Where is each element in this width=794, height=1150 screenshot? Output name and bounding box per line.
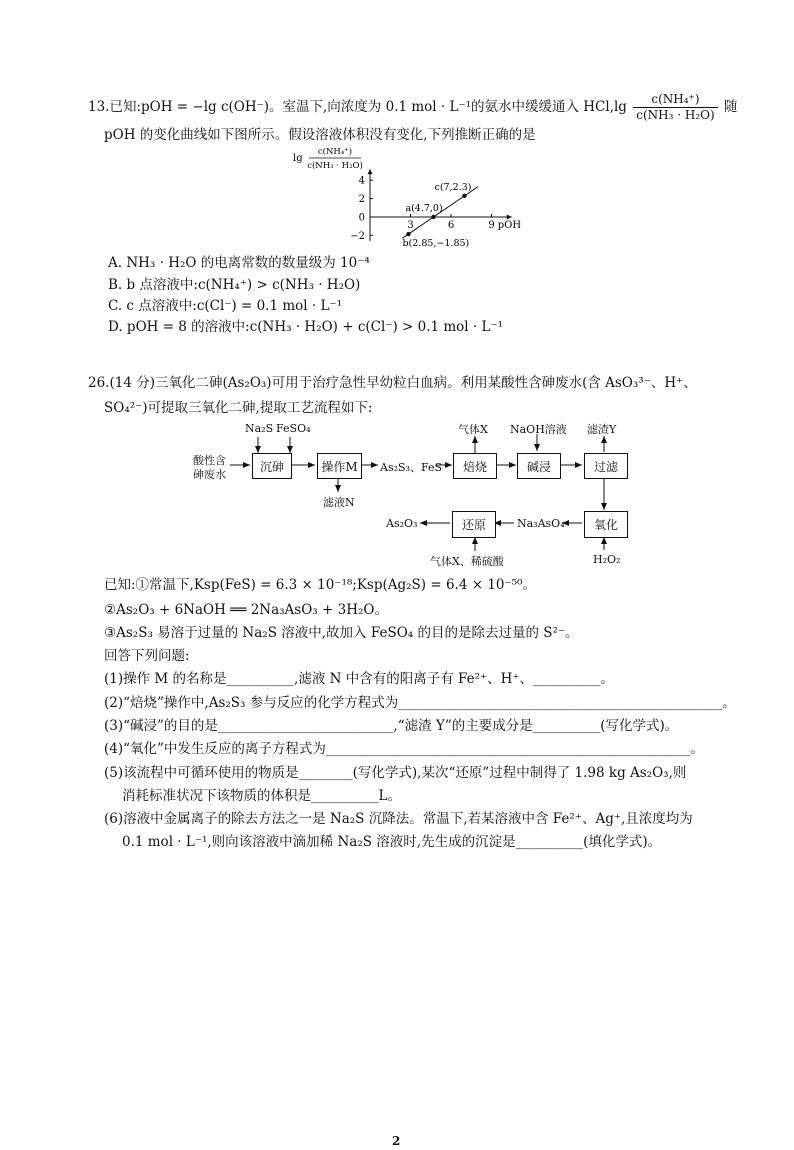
flow-gas-acid: 气体X、稀硫酸	[430, 555, 504, 568]
flow-h2o2: H₂O₂	[593, 553, 621, 566]
flow-product: As₂O₃	[386, 517, 418, 530]
y-tick-label: 2	[358, 194, 365, 206]
flow-box-guolv: 过滤	[584, 453, 628, 479]
flow-lvye-n: 滤液N	[323, 496, 355, 509]
q13-stem-part1: 13.已知:pOH = −lg c(OH⁻)。室温下,向浓度为 0.1 mol · L⁻¹的氨水中缓缓通入 HCl,lg	[88, 99, 627, 115]
flow-reagent-feso4: FeSO₄	[276, 422, 311, 435]
x-tick-label: 9	[488, 220, 495, 231]
y-axis-label-numerator: c(NH₄⁺)	[317, 147, 353, 157]
y-axis-label-prefix: lg	[293, 153, 303, 164]
q26-answer-prompt: 回答下列问题:	[104, 648, 190, 664]
q26-known-2: ②As₂O₃ + 6NaOH ══ 2Na₃AsO₃ + 3H₂O。	[104, 602, 388, 618]
flow-reagent-na2s: Na₂S	[245, 422, 274, 435]
point-label-b: b(2.85,−1.85)	[402, 238, 470, 250]
x-axis-label: pOH	[497, 220, 522, 231]
y-tick-label: −2	[350, 230, 365, 242]
point-label-a: a(4.7,0)	[405, 203, 443, 214]
q13-option-b: B. b 点溶液中:c(NH₄⁺) > c(NH₃ · H₂O)	[108, 277, 361, 293]
flow-input-label-2: 砷废水	[193, 468, 226, 481]
q26-sub-3: (3)“碱浸”的目的是__________________________,“滤渣 Y”的主要成分是__________(写化学式)。	[104, 718, 679, 734]
flow-naoh: NaOH溶液	[510, 423, 567, 436]
q26-sub-5-line1: (5)该流程中可循环使用的物质是________(写化学式),某次“还原”过程中制得了 1.98 kg As₂O₃,则	[104, 765, 687, 781]
q26-stem-line1: 26.(14 分)三氧化二砷(As₂O₃)可用于治疗急性早幼粒白血病。利用某酸性含砷废水(含 AsO₃³⁻、H⁺、	[88, 375, 697, 391]
flow-gas-x: 气体X	[458, 423, 488, 436]
y-tick-label: 0	[358, 212, 365, 224]
flow-input-label-1: 酸性含	[193, 454, 226, 467]
flow-na3aso4: Na₃AsO₄	[517, 517, 565, 530]
q13-fraction-numerator: c(NH₄⁺)	[633, 92, 717, 108]
flow-box-yanghua: 氧化	[584, 511, 628, 538]
flow-box-beishao: 焙烧	[453, 453, 497, 479]
flow-box-huanyuan: 还原	[452, 511, 496, 538]
y-axis-label-denominator: c(NH₃ · H₂O)	[307, 161, 363, 171]
q26-sub-6-line2: 0.1 mol · L⁻¹,则向该溶液中滴加稀 Na₂S 溶液时,先生成的沉淀是__________(填化学式)。	[122, 834, 662, 850]
q26-sub-6-line1: (6)溶液中金属离子的除去方法之一是 Na₂S 沉降法。常温下,若某溶液中含 Fe²⁺、Ag⁺,且浓度均为	[104, 811, 693, 827]
q26-sub-5-line2: 消耗标准状况下该物质的体积是__________L。	[122, 788, 401, 804]
q26-known-3: ③As₂S₃ 易溶于过量的 Na₂S 溶液中,故加入 FeSO₄ 的目的是除去过量的 S²⁻。	[104, 625, 579, 641]
flow-mid-as2s3: As₂S₃、FeS	[380, 461, 443, 474]
q13-stem-part2: 随	[723, 99, 738, 115]
q26-sub-4: (4)“氧化”中发生反应的离子方程式为______________________________________________________。	[104, 741, 704, 757]
y-tick-label: 4	[358, 175, 365, 187]
flow-box-caozuo-m: 操作M	[317, 453, 362, 479]
q13-option-d: D. pOH = 8 的溶液中:c(NH₃ · H₂O) + c(Cl⁻) > 0.1 mol · L⁻¹	[108, 319, 503, 335]
q13-option-a: A. NH₃ · H₂O 的电离常数的数量级为 10⁻⁴	[108, 255, 370, 271]
q26-sub-2: (2)“焙烧”操作中,As₂S₃ 参与反应的化学方程式为________________________________________________。	[104, 695, 736, 711]
x-tick-label: 3	[407, 220, 414, 231]
q13-stem-line2: pOH 的变化曲线如下图所示。假设溶液体积没有变化,下列推断正确的是	[104, 127, 536, 143]
q13-option-c: C. c 点溶液中:c(Cl⁻) = 0.1 mol · L⁻¹	[108, 298, 342, 314]
x-tick-label: 6	[447, 220, 455, 231]
q26-stem-line2: SO₄²⁻)可提取三氧化二砷,提取工艺流程如下:	[104, 400, 373, 416]
q26-sub-1: (1)操作 M 的名称是__________,滤液 N 中含有的阳离子有 Fe²⁺、H⁺、__________。	[104, 671, 615, 687]
flow-box-chenshen: 沉砷	[252, 453, 292, 479]
q13-fraction-denominator: c(NH₃ · H₂O)	[636, 108, 715, 122]
point-label-c: c(7,2.3)	[434, 181, 472, 193]
q26-known-1: 已知:①常温下,Ksp(FeS) = 6.3 × 10⁻¹⁸;Ksp(Ag₂S) = 6.4 × 10⁻⁵⁰。	[104, 577, 536, 593]
flow-box-jianjin: 碱浸	[517, 453, 561, 479]
flow-lvzha-y: 滤渣Y	[587, 423, 617, 436]
page-number: 2	[392, 1134, 401, 1148]
